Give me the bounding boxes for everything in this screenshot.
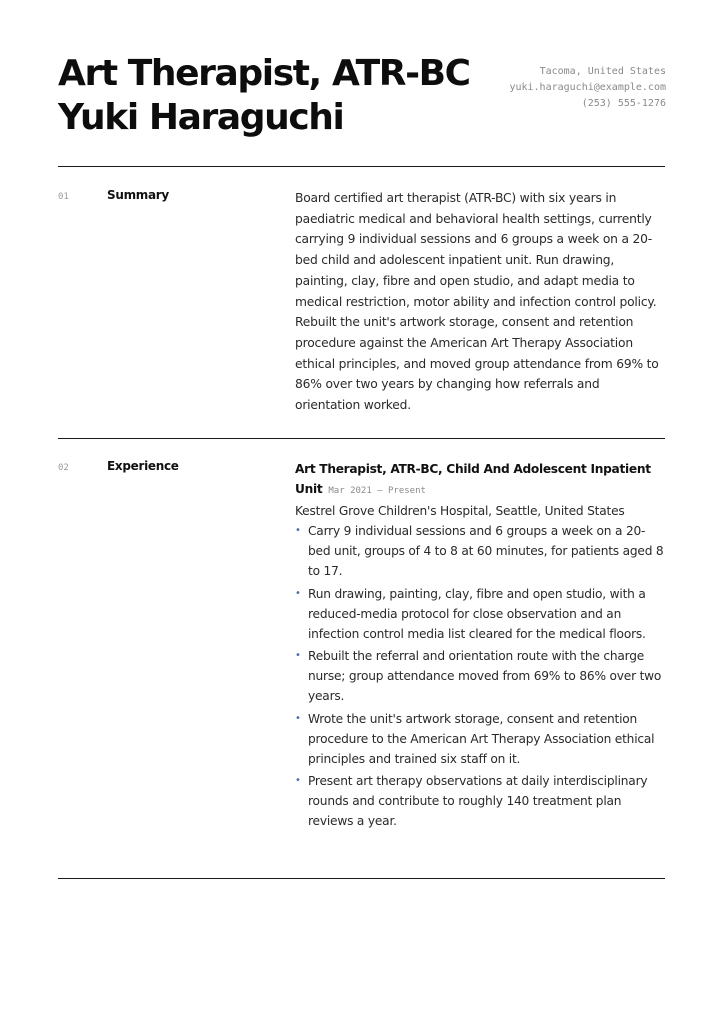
list-item: • Run drawing, painting, clay, fibre and open studio, with a reduced-media protocol for close observation and an infection control media list cleared for the medical floors. — [295, 584, 667, 644]
candidate-name: Art Therapist, ATR-BC Yuki Haraguchi — [58, 53, 470, 138]
summary-divider — [58, 438, 665, 439]
summary-section-title: Summary — [107, 188, 169, 202]
experience-divider — [58, 878, 665, 879]
job-dates: Mar 2021 — Present — [328, 486, 426, 496]
experience-entry — [295, 459, 667, 834]
contact-email[interactable]: yuki.haraguchi@example.com — [509, 82, 666, 93]
summary-section-number: 01 — [58, 192, 69, 202]
contact-block — [509, 64, 666, 112]
list-item: • Wrote the unit's artwork storage, consent and retention procedure to the American Art Therapy Association ethical principles and trained six staff on it. — [295, 709, 667, 769]
experience-section-number: 02 — [58, 463, 69, 473]
list-item: • Rebuilt the referral and orientation route with the charge nurse; group attendance moved from 69% to 86% over two years. — [295, 646, 667, 706]
job-bullets — [295, 521, 667, 831]
contact-phone[interactable]: (253) 555-1276 — [581, 98, 666, 109]
contact-location: Tacoma, United States — [539, 66, 666, 77]
list-item: • Present art therapy observations at daily interdisciplinary rounds and contribute to roughly 140 treatment plan reviews a year. — [295, 771, 667, 831]
experience-section-title: Experience — [107, 459, 179, 473]
job-title: Art Therapist, ATR-BC, Child And Adolescent Inpatient Unit — [295, 462, 651, 496]
job-title-line — [295, 459, 667, 501]
job-employer: Kestrel Grove Children's Hospital, Seattle, United States — [295, 504, 625, 518]
summary-text: Board certified art therapist (ATR-BC) with six years in paediatric medical and behavioral health settings, currently carrying 9 individual sessions and 6 groups a week on a 20-bed child and adolescent inpatient unit. Run drawing, painting, clay, fibre and open studio, and adapt media to medical restriction, motor ability and infection control policy. Rebuilt the unit's artwork storage, consent and retention procedure against the American Art Therapy Association ethical principles, and moved group attendance from 69% to 86% over two years by changing how referrals and orientation worked. — [295, 191, 659, 413]
header-divider — [58, 166, 665, 167]
list-item: • Carry 9 individual sessions and 6 groups a week on a 20-bed unit, groups of 4 to 8 at 60 minutes, for patients aged 8 to 17. — [295, 521, 667, 581]
